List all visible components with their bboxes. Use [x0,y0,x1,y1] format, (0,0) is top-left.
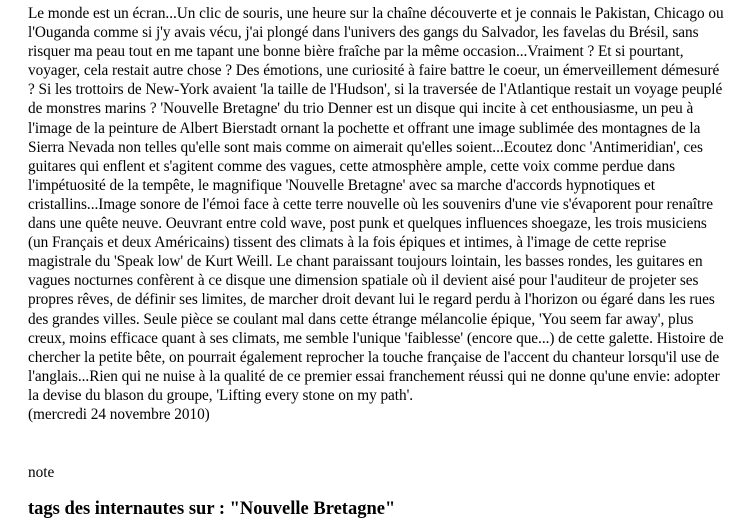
review-date: (mercredi 24 novembre 2010) [28,405,210,423]
review-body [28,4,728,424]
review-text: Le monde est un écran...Un clic de souris, une heure sur la chaîne découverte et je connais le Pakistan, Chicago ou l'Ouganda comme si j'y avais vécu, j'ai plongé dans l'univers des gangs du Salvador, les favelas du Brésil, sans risquer ma peau tout en me tapant une bonne bière fraîche par la même occasion...Vraiment ? Et si pourtant, voyager, cela restait autre chose ? Des émotions, une curiosité à faire battre le coeur, un émerveillement démesuré ? Si les trottoirs de New-York avaient 'la taille de l'Hudson', si la traversée de l'Atlantique restait un voyage peuplé de monstres marins ? 'Nouvelle Bretagne' du trio Denner est un disque qui incite à cet enthousiasme, un peu à l'image de la peinture de Albert Bierstadt ornant la pochette et offrant une image sublimée des montagnes de la Sierra Nevada non telles qu'elle sont mais comme on aimerait qu'elles soient...Ecoutez donc 'Antimeridian', ces guitares qui enflent et s'agitent comme des vagues, cette atmosphère ample, cette voix comme perdue dans l'impétuosité de la tempête, le magnifique 'Nouvelle Bretagne' avec sa marche d'accords hypnotiques et cristallins...Image sonore de l'émoi face à cette terre nouvelle où les souvenirs d'une vie s'évaporent pour renaître dans une quête neuve. Oeuvrant entre cold wave, post punk et quelques influences shoegaze, les trois musiciens (un Français et deux Américains) tissent des climats à la fois épiques et intimes, à l'image de cette reprise magistrale du 'Speak low' de Kurt Weill. Le chant paraissant toujours lointain, les basses rondes, les guitares en vagues nocturnes confèrent à ce disque une dimension spatiale où il devient aisé pour l'auditeur de projeter ses propres rêves, de définir ses limites, de marcher droit devant lui le regard perdu à l'horizon ou égaré dans les rues des grandes villes. Seule pièce se coulant mal dans cette étrange mélancolie épique, 'You seem far away', plus creux, moins efficace quant à ses climats, me semble l'unique 'faiblesse' (encore que...) de cette galette. Histoire de chercher la petite bête, on pourrait également reprocher la touche française de l'accent du chanteur lorsqu'il use de l'anglais...Rien qui ne nuise à la qualité de ce premier essai franchement réussi qui ne donne qu'une envie: adopter la devise du blason du groupe, 'Lifting every stone on my path'. [28,5,724,404]
tags-heading: tags des internautes sur : "Nouvelle Bretagne" [28,499,396,519]
note-label: note [28,464,55,481]
